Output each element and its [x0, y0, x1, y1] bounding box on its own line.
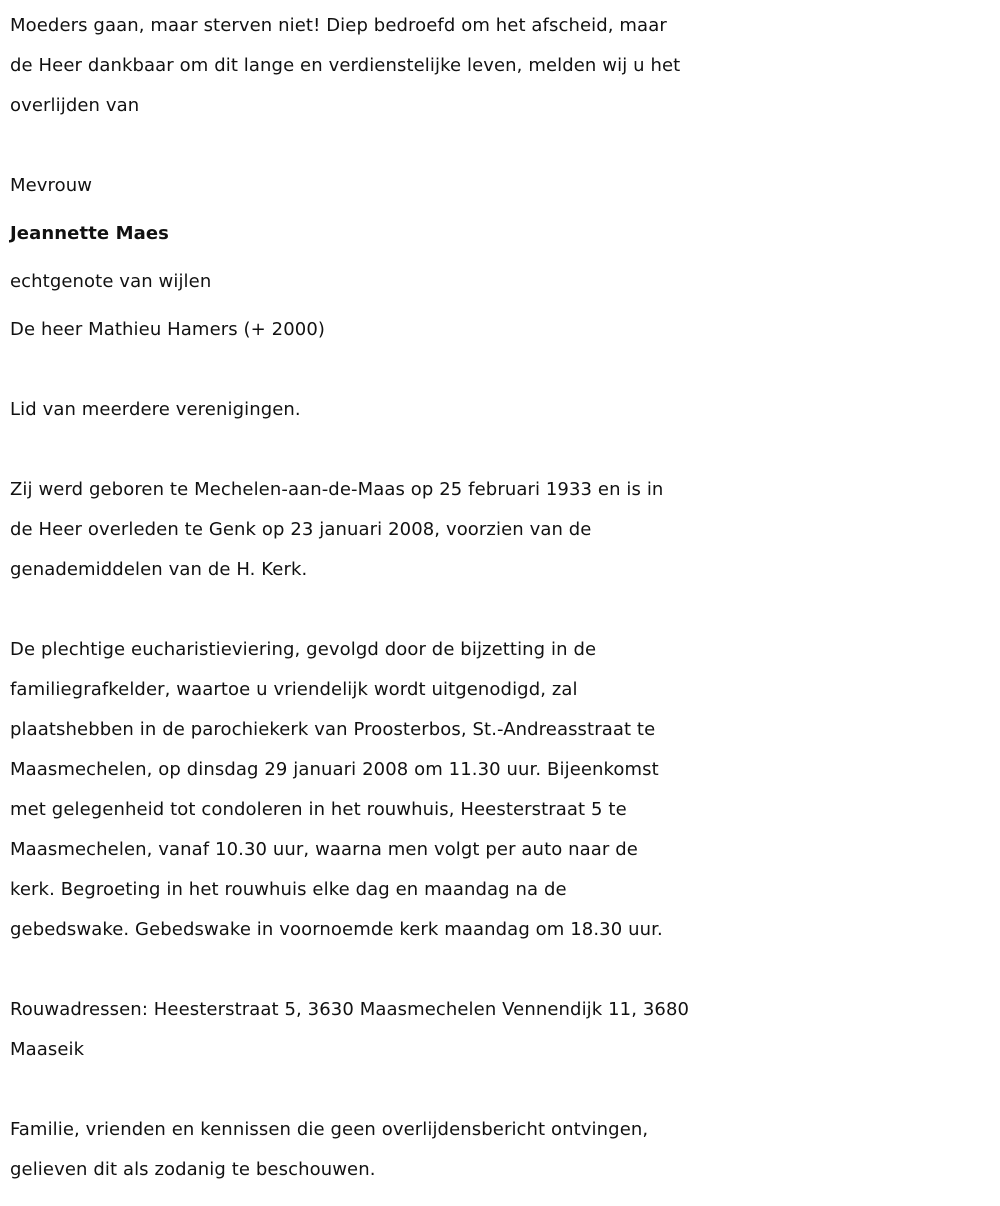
- obituary-document: [10, 6, 995, 1190]
- spacer: [10, 950, 995, 990]
- spouse-text: De heer Mathieu Hamers (+ 2000): [10, 319, 325, 340]
- intro-paragraph: [10, 6, 995, 126]
- addresses-line: Maaseik: [10, 1039, 85, 1060]
- ceremony-line: kerk. Begroeting in het rouwhuis elke dag en maandag na de: [10, 879, 567, 900]
- intro-line: overlijden van: [10, 95, 140, 116]
- ceremony-line: familiegrafkelder, waartoe u vriendelijk wordt uitgenodigd, zal: [10, 679, 578, 700]
- ceremony-paragraph: [10, 630, 995, 950]
- intro-line: Moeders gaan, maar sterven niet! Diep bedroefd om het afscheid, maar: [10, 15, 667, 36]
- spacer: [10, 350, 995, 390]
- birth-death-line: de Heer overleden te Genk op 23 januari 2008, voorzien van de: [10, 519, 592, 540]
- addresses-line: Rouwadressen: Heesterstraat 5, 3630 Maasmechelen Vennendijk 11, 3680: [10, 999, 690, 1020]
- deceased-block: [10, 166, 995, 350]
- spacer: [10, 126, 995, 166]
- ceremony-line: De plechtige eucharistieviering, gevolgd door de bijzetting in de: [10, 639, 597, 660]
- spacer: [10, 590, 995, 630]
- closing-paragraph: [10, 1110, 995, 1190]
- spacer: [10, 1070, 995, 1110]
- deceased-name: Jeannette Maes: [10, 223, 169, 244]
- relation-text: echtgenote van wijlen: [10, 271, 212, 292]
- birth-death-line: Zij werd geboren te Mechelen-aan-de-Maas op 25 februari 1933 en is in: [10, 479, 664, 500]
- ceremony-line: met gelegenheid tot condoleren in het rouwhuis, Heesterstraat 5 te: [10, 799, 627, 820]
- ceremony-line: gebedswake. Gebedswake in voornoemde kerk maandag om 18.30 uur.: [10, 919, 663, 940]
- addresses-paragraph: [10, 990, 995, 1070]
- birth-death-line: genademiddelen van de H. Kerk.: [10, 559, 308, 580]
- membership-line: Lid van meerdere verenigingen.: [10, 399, 301, 420]
- ceremony-line: plaatshebben in de parochiekerk van Proosterbos, St.-Andreasstraat te: [10, 719, 656, 740]
- intro-line: de Heer dankbaar om dit lange en verdienstelijke leven, melden wij u het: [10, 55, 681, 76]
- birth-death-paragraph: [10, 470, 995, 590]
- deceased-title: Mevrouw: [10, 175, 93, 196]
- ceremony-line: Maasmechelen, vanaf 10.30 uur, waarna men volgt per auto naar de: [10, 839, 638, 860]
- closing-line: gelieven dit als zodanig te beschouwen.: [10, 1159, 376, 1180]
- membership-paragraph: [10, 390, 995, 430]
- closing-line: Familie, vrienden en kennissen die geen overlijdensbericht ontvingen,: [10, 1119, 649, 1140]
- spacer: [10, 430, 995, 470]
- ceremony-line: Maasmechelen, op dinsdag 29 januari 2008 om 11.30 uur. Bijeenkomst: [10, 759, 659, 780]
